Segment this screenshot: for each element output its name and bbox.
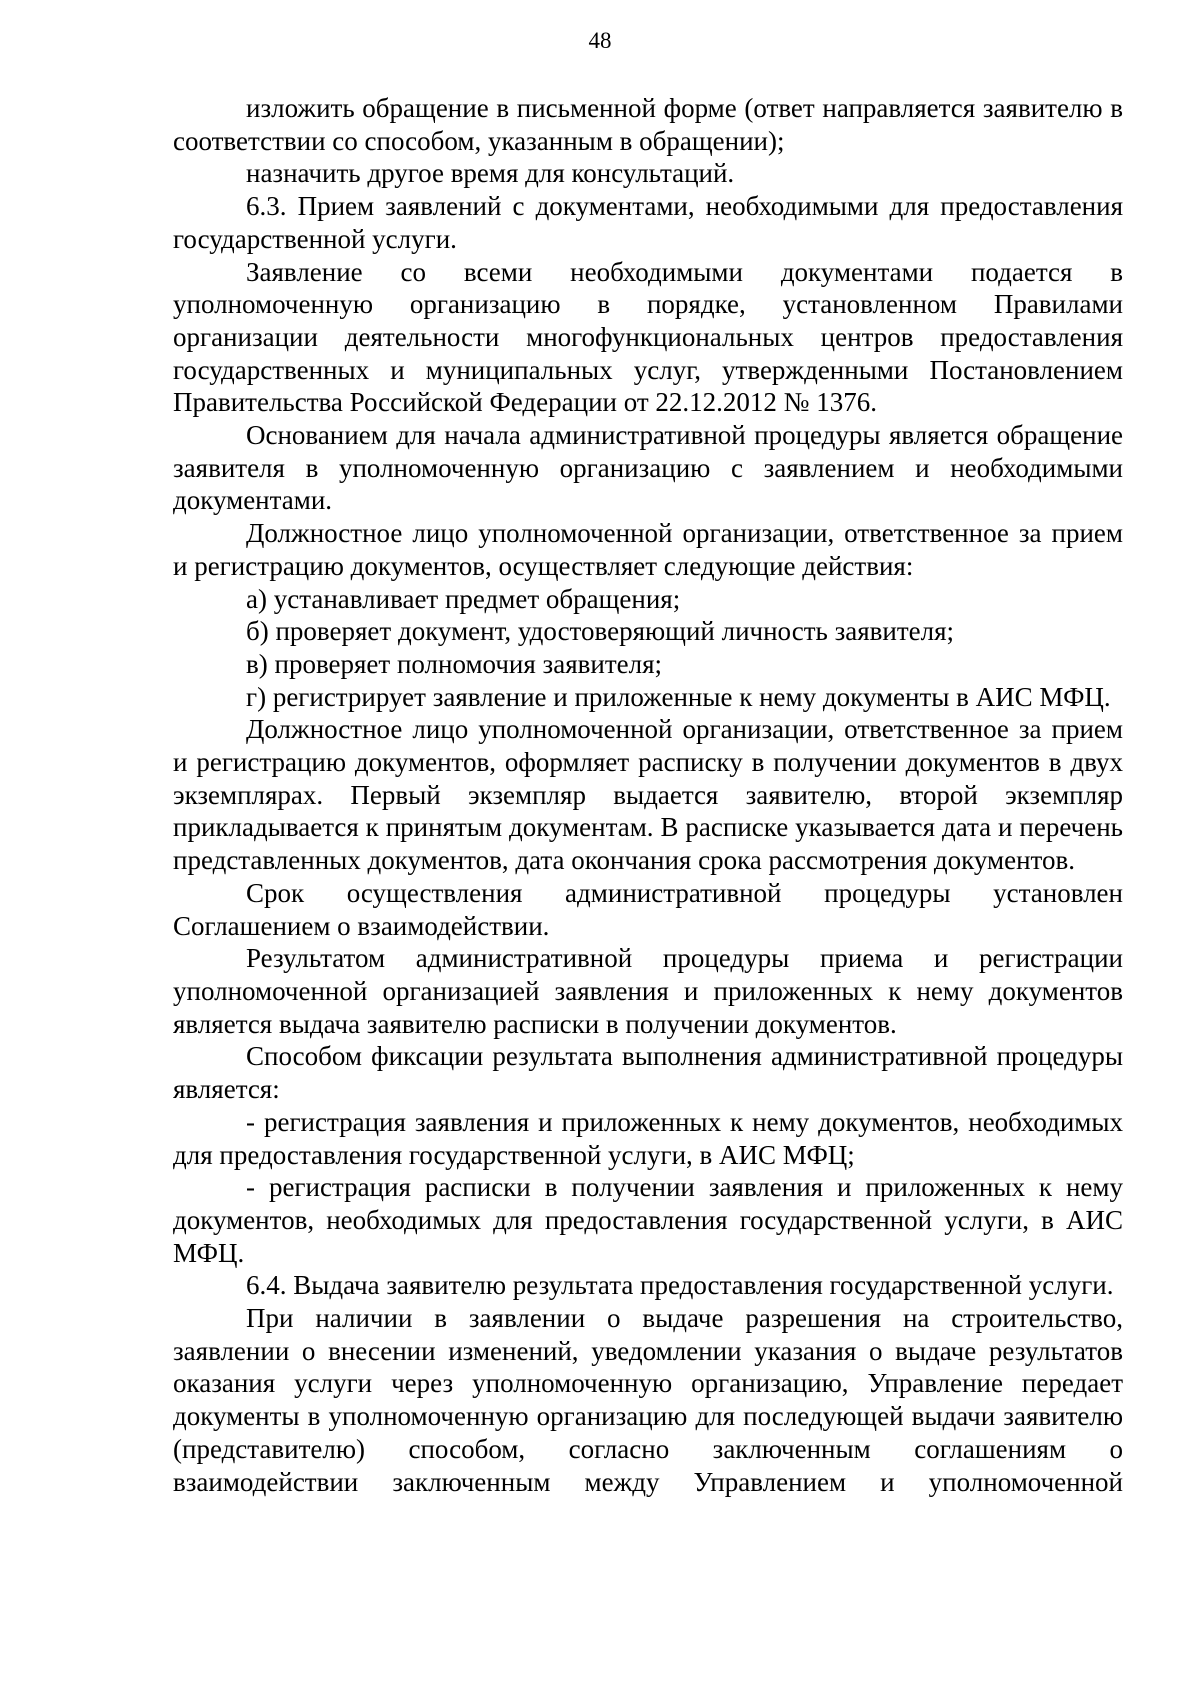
document-body — [173, 92, 1123, 1498]
paragraph-official-actions: Должностное лицо уполномоченной организации, ответственное за прием и регистрацию документов, осуществляет следующие действия: — [173, 518, 1123, 581]
paragraph-result-delivery: При наличии в заявлении о выдаче разрешения на строительство, заявлении о внесении изменений, уведомлении указания о выдаче результатов оказания услуги через уполномоченную организацию, Управление передает документы в уполномоченную организацию для последующей выдачи заявителю (представителю) способом, согласно заключенным соглашениям о взаимодействии заключенным между Управлением и уполномоченной — [173, 1303, 1123, 1497]
list-item-a: а) устанавливает предмет обращения; — [246, 583, 681, 614]
paragraph-receipt-issuance: Должностное лицо уполномоченной организации, ответственное за прием и регистрацию документов, оформляет расписку в получении документов в двух экземплярах. Первый экземпляр выдается заявителю, второй экземпляр прикладывается к принятым документам. В расписке указывается дата и перечень представленных документов, дата окончания срока рассмотрения документов. — [173, 714, 1123, 876]
section-heading-6-4: 6.4. Выдача заявителю результата предоставления государственной услуги. — [246, 1270, 1114, 1301]
list-item-g: г) регистрирует заявление и приложенные к нему документы в АИС МФЦ. — [246, 681, 1111, 712]
paragraph-application-submission: Заявление со всеми необходимыми документами подается в уполномоченную организацию в порядке, установленном Правилами организации деятельности многофункциональных центров предоставления государственных и муниципальных услуг, утвержденными Постановлением Правительства Российской Федерации от 22.12.2012 № 1376. — [173, 256, 1123, 418]
section-heading-6-3: 6.3. Прием заявлений с документами, необходимыми для предоставления государственной услуги. — [173, 191, 1123, 254]
bullet-registration-receipt: - регистрация расписки в получении заявления и приложенных к нему документов, необходимых для предоставления государственной услуги, в АИС МФЦ. — [173, 1172, 1123, 1268]
list-item-b: б) проверяет документ, удостоверяющий личность заявителя; — [246, 616, 955, 647]
paragraph-assign-other-time: назначить другое время для консультаций. — [246, 158, 735, 189]
bullet-registration-application: - регистрация заявления и приложенных к нему документов, необходимых для предоставления государственной услуги, в АИС МФЦ; — [173, 1106, 1123, 1170]
paragraph-fixation-method: Способом фиксации результата выполнения административной процедуры является: — [173, 1041, 1123, 1105]
list-item-v: в) проверяет полномочия заявителя; — [246, 648, 662, 679]
paragraph-procedure-basis: Основанием для начала административной процедуры является обращение заявителя в уполномоченную организацию с заявлением и необходимыми документами. — [173, 420, 1123, 516]
paragraph-procedure-term: Срок осуществления административной процедуры установлен Соглашением о взаимодействии. — [173, 877, 1123, 941]
page-number: 48 — [588, 28, 612, 53]
paragraph-procedure-result: Результатом административной процедуры приема и регистрации уполномоченной организацией заявления и приложенных к нему документов является выдача заявителю расписки в получении документов. — [173, 943, 1123, 1039]
paragraph-request-written-form: изложить обращение в письменной форме (ответ направляется заявителю в соответствии со способом, указанным в обращении); — [173, 93, 1123, 156]
